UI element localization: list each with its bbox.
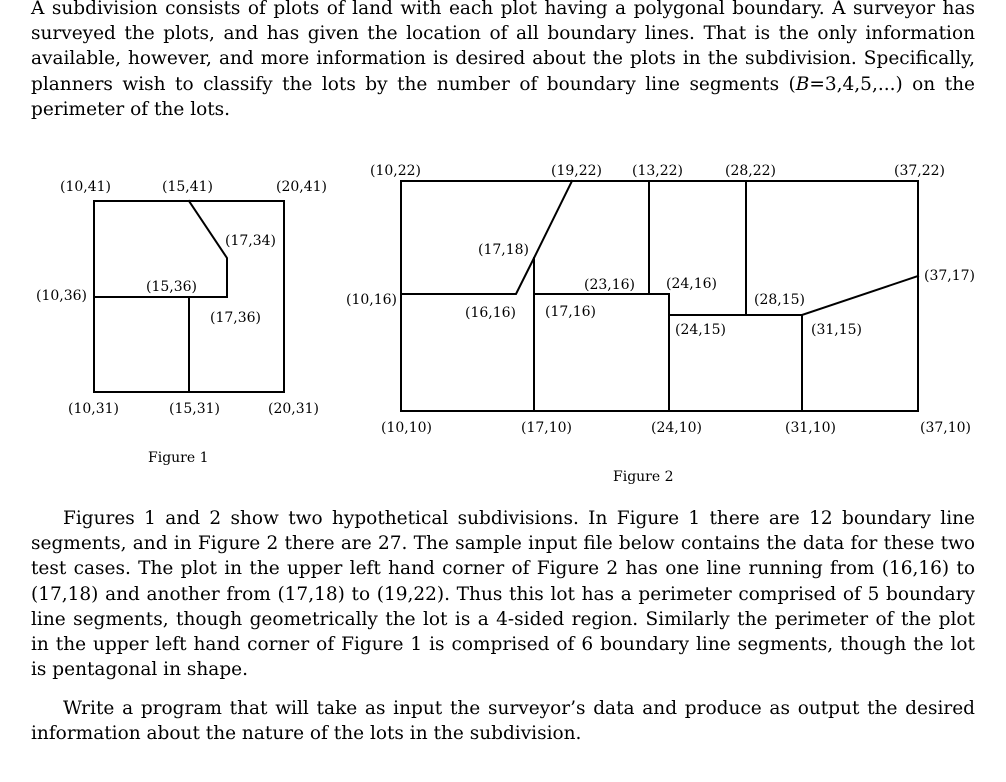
fig2-label-24-16: (24,16) [666,276,718,292]
figure-2-lot-24-15 [669,181,746,315]
fig1-label-17-34: (17,34) [225,233,277,249]
fig2-label-16-16: (16,16) [465,305,517,321]
fig1-label-10-36: (10,36) [36,288,88,304]
figure-1-caption: Figure 1 [148,450,209,466]
fig2-label-10-10: (10,10) [381,420,433,436]
intro-variable: B [795,73,810,95]
figures-paragraph: Figures 1 and 2 show two hypothetical subdivisions. In Figure 1 there are 12 boundary line segments, and in Figure 2 there are 27. The sample input file below contains the data for these two test cases. The plot in the upper left hand corner of Figure 2 has one line running from (16,16) to (17,18) and another from (17,18) to (19,22). Thus this lot has a perimeter comprised of 5 boundary line segments, though geometrically the lot is a 4-sided region. Similarly the perimeter of the plot in the upper left hand corner of Figure 1 is comprised of 6 boundary line segments, though the lot is pentagonal in shape. [31,508,975,681]
fig2-label-37-17: (37,17) [924,268,976,284]
fig2-label-37-10: (37,10) [920,420,972,436]
fig2-label-37-22: (37,22) [894,163,946,179]
fig2-label-17-10: (17,10) [521,420,573,436]
figure-2-divider-31 [746,315,802,411]
figure-2-slope-to-37-17 [802,276,918,315]
fig1-label-15-41: (15,41) [162,179,214,195]
fig2-label-28-22: (28,22) [725,163,777,179]
figure-2-caption: Figure 2 [613,469,674,485]
fig2-label-24-15: (24,15) [675,322,727,338]
figure-2-diagonal-boundary [401,181,572,294]
fig1-label-10-41: (10,41) [60,179,112,195]
intro-text-2: =3,4,5,...) on the perimeter of the lots. [31,73,975,120]
fig2-label-17-16: (17,16) [545,304,597,320]
intro-text-1: A subdivision consists of plots of land with each plot having a polygonal boundary. A surveyor has surveyed the plots, and has given the location of all boundary lines. That is the only information available, however, and more information is desired about the plots in the subdivision. Specifically, planners wish to classify the lots by the number of boundary line segments ( [31,0,975,95]
fig2-label-10-16: (10,16) [346,292,398,308]
fig2-label-17-18: (17,18) [478,242,530,258]
fig2-label-31-10: (31,10) [785,420,837,436]
fig2-label-19-22: (19,22) [551,163,603,179]
figure-2 [346,163,975,485]
fig1-label-20-31: (20,31) [268,401,320,417]
fig1-label-10-31: (10,31) [68,401,120,417]
fig2-label-23-16: (23,16) [584,277,636,293]
task-paragraph: Write a program that will take as input the surveyor’s data and produce as output the desired information about the nature of the lots in the subdivision. [31,698,975,745]
figure-2-outer-boundary [401,181,918,411]
figure-1 [36,179,327,466]
fig2-label-28-15: (28,15) [754,292,806,308]
fig2-label-13-22: (13,22) [632,163,684,179]
fig1-label-15-31: (15,31) [169,401,221,417]
fig2-label-10-22: (10,22) [370,163,422,179]
fig2-label-31-15: (31,15) [811,322,863,338]
fig1-label-20-41: (20,41) [276,179,328,195]
fig2-label-24-10: (24,10) [651,420,703,436]
fig1-label-17-36: (17,36) [210,310,262,326]
fig1-label-15-36: (15,36) [146,279,198,295]
